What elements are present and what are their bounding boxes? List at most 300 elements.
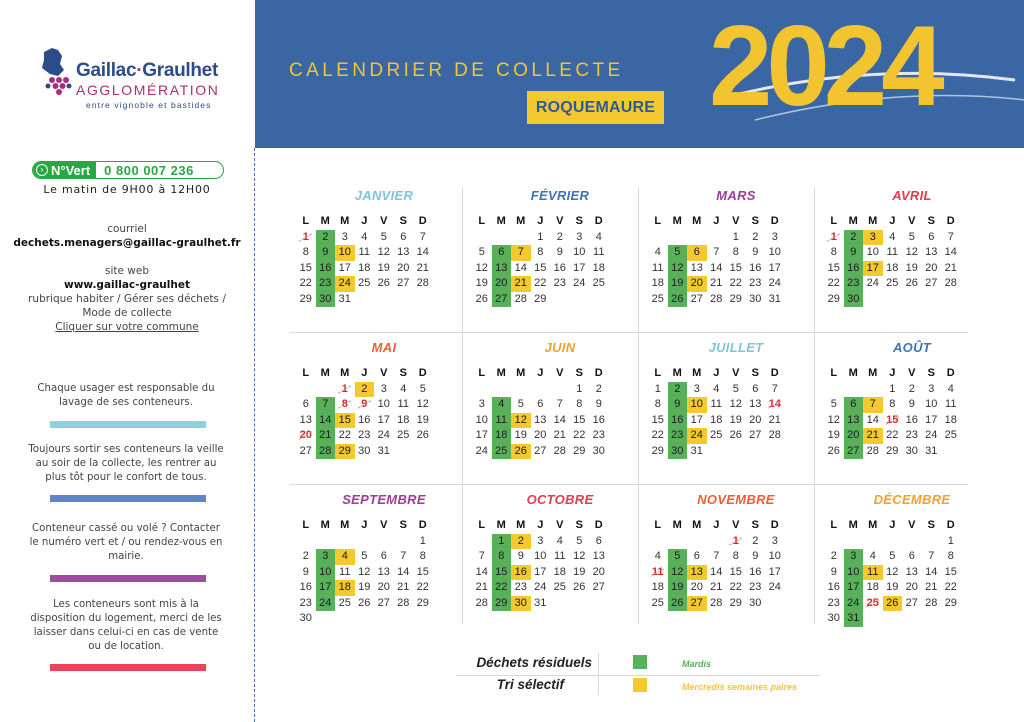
empty-cell bbox=[492, 230, 512, 246]
day-cell: 22 bbox=[729, 277, 742, 289]
empty-cell bbox=[746, 444, 766, 460]
day-cell: 20 bbox=[592, 565, 605, 578]
tip-divider bbox=[50, 575, 206, 582]
empty-cell bbox=[570, 292, 590, 308]
day-cell: 17 bbox=[844, 580, 864, 596]
tip-text: Chaque usager est responsable du lavage de ses conteneurs. bbox=[37, 383, 215, 408]
empty-cell bbox=[844, 382, 864, 398]
weekday-header: V bbox=[908, 215, 916, 227]
month-block bbox=[824, 492, 1000, 632]
weekday-header: V bbox=[732, 519, 740, 531]
info-panel bbox=[0, 0, 254, 722]
month-name: NOVEMBRE bbox=[697, 492, 775, 507]
month-block bbox=[824, 340, 1000, 480]
day-cell: 11 bbox=[863, 565, 883, 581]
day-cell: 12 bbox=[905, 246, 918, 258]
empty-cell bbox=[922, 534, 942, 550]
day-cell: 2 bbox=[595, 382, 602, 395]
day-cell: 19 bbox=[668, 580, 688, 596]
day-cell: 15 bbox=[416, 565, 429, 578]
day-cell: 31 bbox=[534, 596, 547, 609]
weekday-header: M bbox=[516, 215, 526, 227]
day-cell: 31 bbox=[925, 444, 938, 457]
day-cell: 5 bbox=[732, 382, 739, 395]
day-cell: 4 bbox=[713, 382, 720, 395]
day-cell: 12 bbox=[511, 413, 531, 429]
empty-cell bbox=[668, 534, 688, 550]
month-name: MARS bbox=[716, 188, 756, 203]
empty-cell bbox=[374, 534, 394, 550]
month-block bbox=[472, 492, 648, 632]
day-cell: 27 bbox=[397, 277, 410, 289]
empty-cell bbox=[374, 292, 394, 308]
day-cell: 17 bbox=[690, 413, 703, 426]
month-grid bbox=[472, 366, 648, 459]
day-cell: 20 bbox=[690, 581, 703, 593]
day-cell: 27 bbox=[592, 581, 605, 593]
empty-cell bbox=[648, 230, 668, 246]
day-cell: 1 bbox=[726, 534, 746, 550]
empty-cell bbox=[707, 444, 727, 460]
empty-cell bbox=[394, 534, 414, 550]
day-cell: 2 bbox=[302, 550, 309, 562]
day-cell: 29 bbox=[573, 444, 586, 457]
empty-cell bbox=[355, 534, 375, 550]
empty-cell bbox=[550, 596, 570, 612]
day-cell: 21 bbox=[511, 276, 531, 292]
day-cell: 20 bbox=[492, 276, 512, 292]
empty-cell bbox=[335, 534, 355, 550]
day-cell: 19 bbox=[377, 261, 390, 274]
weekday-header: S bbox=[751, 519, 759, 531]
day-cell: 1 bbox=[824, 230, 844, 246]
day-cell: 5 bbox=[361, 550, 368, 562]
day-cell: 23 bbox=[358, 429, 371, 441]
weekday-header: S bbox=[751, 215, 759, 227]
day-cell: 4 bbox=[556, 534, 563, 547]
phone-label: N°Vert bbox=[51, 162, 91, 178]
day-cell: 6 bbox=[400, 230, 407, 243]
day-cell: 19 bbox=[729, 413, 742, 426]
weekday-header: M bbox=[496, 367, 506, 379]
day-cell: 5 bbox=[830, 398, 837, 410]
empty-cell bbox=[472, 382, 492, 398]
tip-divider bbox=[50, 495, 206, 502]
day-cell: 1 bbox=[537, 230, 544, 243]
weekday-header: L bbox=[302, 519, 310, 531]
day-cell: 8 bbox=[947, 550, 954, 562]
day-cell: 7 bbox=[928, 550, 935, 562]
weekday-header: V bbox=[732, 367, 740, 379]
day-cell: 23 bbox=[749, 277, 762, 289]
day-cell: 5 bbox=[419, 382, 426, 395]
day-cell: 24 bbox=[335, 276, 355, 292]
day-cell: 7 bbox=[771, 382, 778, 395]
day-cell: 28 bbox=[710, 292, 723, 305]
day-cell: 9 bbox=[316, 245, 336, 261]
month-name: FÉVRIER bbox=[530, 188, 590, 203]
month-block bbox=[648, 188, 824, 328]
day-cell: 9 bbox=[302, 565, 309, 578]
website-link[interactable]: www.gaillac-graulhet bbox=[64, 279, 190, 291]
weekday-header: M bbox=[848, 519, 858, 531]
empty-cell bbox=[550, 382, 570, 398]
weekday-header: M bbox=[692, 367, 702, 379]
day-cell: 25 bbox=[710, 429, 723, 441]
weekday-header: L bbox=[654, 215, 662, 227]
day-cell: 3 bbox=[380, 382, 387, 395]
day-cell: 27 bbox=[299, 444, 312, 457]
month-block bbox=[296, 492, 472, 632]
day-cell: 19 bbox=[514, 429, 527, 441]
weekday-header: L bbox=[830, 215, 838, 227]
day-cell: 28 bbox=[316, 444, 336, 460]
day-cell: 17 bbox=[573, 261, 586, 274]
day-cell: 2 bbox=[355, 382, 375, 398]
day-cell: 13 bbox=[397, 246, 410, 258]
day-cell: 17 bbox=[338, 261, 351, 274]
day-cell: 18 bbox=[944, 413, 957, 426]
day-cell: 14 bbox=[514, 261, 527, 274]
day-cell: 15 bbox=[827, 261, 840, 274]
month-grid bbox=[824, 366, 1000, 459]
day-cell: 5 bbox=[908, 230, 915, 243]
weekday-header: V bbox=[908, 367, 916, 379]
day-cell: 29 bbox=[299, 292, 312, 305]
day-cell: 12 bbox=[668, 261, 688, 277]
day-cell: 12 bbox=[573, 550, 586, 562]
day-cell: 17 bbox=[534, 565, 547, 578]
month-name: AOÛT bbox=[892, 340, 932, 355]
day-cell: 15 bbox=[335, 413, 355, 429]
month-name: SEPTEMBRE bbox=[342, 492, 426, 507]
empty-cell bbox=[589, 596, 609, 612]
day-cell: 20 bbox=[534, 429, 547, 441]
day-cell: 18 bbox=[492, 428, 512, 444]
day-cell: 16 bbox=[553, 261, 566, 274]
empty-cell bbox=[863, 382, 883, 398]
day-cell: 3 bbox=[771, 230, 778, 243]
legend-residual-text: Mardis bbox=[682, 659, 712, 669]
day-cell: 25 bbox=[397, 429, 410, 441]
website-block bbox=[0, 264, 254, 334]
day-cell: 6 bbox=[595, 534, 602, 547]
day-cell: 5 bbox=[478, 246, 485, 258]
day-cell: 15 bbox=[944, 565, 957, 578]
day-cell: 30 bbox=[827, 612, 840, 624]
day-cell: 1 bbox=[889, 382, 896, 395]
day-cell: 18 bbox=[335, 580, 355, 596]
agglomeration-logo bbox=[36, 42, 236, 112]
day-cell: 22 bbox=[729, 581, 742, 593]
legend-selective-text: Mercredis semaines paires bbox=[682, 682, 798, 692]
day-cell: 23 bbox=[514, 581, 527, 593]
day-cell: 17 bbox=[925, 413, 938, 426]
month-name: JUILLET bbox=[708, 340, 764, 355]
day-cell: 24 bbox=[866, 277, 879, 289]
empty-cell bbox=[355, 611, 375, 627]
day-cell: 11 bbox=[648, 565, 668, 581]
day-cell: 2 bbox=[752, 230, 759, 243]
day-cell: 29 bbox=[886, 444, 899, 457]
weekday-header: S bbox=[399, 519, 407, 531]
day-cell: 30 bbox=[749, 292, 762, 305]
empty-cell bbox=[296, 534, 316, 550]
day-cell: 21 bbox=[768, 413, 781, 426]
day-cell: 6 bbox=[537, 398, 544, 410]
weekday-header: M bbox=[868, 367, 878, 379]
day-cell: 14 bbox=[416, 246, 429, 258]
day-cell: 22 bbox=[827, 277, 840, 289]
day-cell: 3 bbox=[576, 230, 583, 243]
weekday-header: D bbox=[946, 367, 955, 379]
day-cell: 3 bbox=[863, 230, 883, 246]
empty-cell bbox=[316, 382, 336, 398]
day-cell: 9 bbox=[830, 565, 837, 578]
empty-cell bbox=[863, 292, 883, 308]
commune-badge: ROQUEMAURE bbox=[527, 91, 664, 124]
empty-cell bbox=[589, 292, 609, 308]
day-cell: 8 bbox=[537, 246, 544, 258]
day-cell: 23 bbox=[749, 581, 762, 593]
day-cell: 25 bbox=[338, 596, 351, 609]
day-cell: 14 bbox=[765, 397, 785, 413]
day-cell: 24 bbox=[844, 596, 864, 612]
day-cell: 14 bbox=[316, 413, 336, 429]
day-cell: 4 bbox=[595, 230, 602, 243]
day-cell: 24 bbox=[316, 596, 336, 612]
day-cell: 16 bbox=[592, 413, 605, 426]
day-cell: 9 bbox=[752, 246, 759, 258]
day-cell: 2 bbox=[511, 534, 531, 550]
panel-divider bbox=[254, 148, 255, 722]
day-cell: 19 bbox=[886, 581, 899, 593]
day-cell: 10 bbox=[687, 397, 707, 413]
day-cell: 29 bbox=[416, 596, 429, 609]
day-cell: 16 bbox=[299, 581, 312, 593]
day-cell: 6 bbox=[302, 398, 309, 410]
day-cell: 17 bbox=[768, 261, 781, 274]
day-cell: 10 bbox=[866, 246, 879, 258]
day-cell: 12 bbox=[668, 565, 688, 581]
weekday-header: D bbox=[594, 215, 603, 227]
day-cell: 21 bbox=[710, 277, 723, 289]
day-cell: 2 bbox=[844, 230, 864, 246]
empty-cell bbox=[668, 230, 688, 246]
legend-selective-label: Tri sélectif bbox=[496, 677, 564, 692]
day-cell: 14 bbox=[553, 413, 566, 426]
day-cell: 6 bbox=[752, 382, 759, 395]
brand-subtitle: AGGLOMÉRATION bbox=[76, 82, 220, 98]
day-cell: 8 bbox=[302, 246, 309, 258]
day-cell: 4 bbox=[335, 549, 355, 565]
day-cell: 6 bbox=[687, 245, 707, 261]
weekday-header: D bbox=[594, 367, 603, 379]
empty-cell bbox=[707, 534, 727, 550]
day-cell: 13 bbox=[534, 413, 547, 426]
day-cell: 14 bbox=[866, 413, 879, 426]
day-cell: 26 bbox=[668, 596, 688, 612]
day-cell: 21 bbox=[475, 581, 488, 593]
day-cell: 9 bbox=[844, 245, 864, 261]
email-label: courriel bbox=[107, 223, 147, 235]
month-grid bbox=[472, 214, 648, 307]
day-cell: 6 bbox=[928, 230, 935, 243]
day-cell: 23 bbox=[668, 428, 688, 444]
day-cell: 14 bbox=[925, 565, 938, 578]
day-cell: 23 bbox=[553, 277, 566, 289]
day-cell: 5 bbox=[517, 398, 524, 410]
day-cell: 16 bbox=[827, 581, 840, 593]
tip-divider bbox=[50, 664, 206, 671]
month-grid bbox=[824, 214, 1000, 307]
weekday-header: J bbox=[537, 215, 544, 227]
free-phone-number[interactable] bbox=[32, 161, 224, 179]
day-cell: 9 bbox=[355, 397, 375, 413]
day-cell: 19 bbox=[358, 581, 371, 593]
empty-cell bbox=[941, 611, 961, 627]
weekday-header: M bbox=[496, 215, 506, 227]
empty-cell bbox=[707, 230, 727, 246]
grid-separator bbox=[290, 332, 968, 333]
weekday-header: V bbox=[732, 215, 740, 227]
day-cell: 31 bbox=[377, 444, 390, 457]
empty-cell bbox=[863, 534, 883, 550]
day-cell: 8 bbox=[576, 398, 583, 410]
day-cell: 8 bbox=[419, 550, 426, 562]
day-cell: 18 bbox=[397, 413, 410, 426]
day-cell: 24 bbox=[768, 581, 781, 593]
day-cell: 7 bbox=[713, 246, 720, 258]
header-banner bbox=[255, 0, 1024, 148]
weekday-header: L bbox=[478, 367, 486, 379]
day-cell: 28 bbox=[944, 277, 957, 289]
commune-link[interactable]: Cliquer sur votre commune bbox=[55, 321, 199, 333]
day-cell: 15 bbox=[651, 413, 664, 426]
day-cell: 17 bbox=[863, 261, 883, 277]
day-cell: 19 bbox=[827, 429, 840, 441]
day-cell: 11 bbox=[710, 398, 722, 410]
weekday-header: M bbox=[672, 215, 682, 227]
day-cell: 8 bbox=[335, 397, 355, 413]
day-cell: 29 bbox=[534, 292, 547, 305]
day-cell: 1 bbox=[335, 382, 355, 398]
empty-cell bbox=[335, 611, 355, 627]
website-path-2: Mode de collecte bbox=[82, 307, 172, 319]
weekday-header: D bbox=[418, 519, 427, 531]
empty-cell bbox=[883, 534, 903, 550]
day-cell: 4 bbox=[654, 550, 661, 562]
weekday-header: M bbox=[340, 215, 350, 227]
weekday-header: J bbox=[713, 519, 720, 531]
empty-cell bbox=[824, 382, 844, 398]
day-cell: 26 bbox=[573, 581, 586, 593]
day-cell: 23 bbox=[844, 276, 864, 292]
weekday-header: L bbox=[654, 367, 662, 379]
day-cell: 21 bbox=[316, 428, 336, 444]
day-cell: 12 bbox=[827, 413, 840, 426]
day-cell: 29 bbox=[729, 292, 742, 305]
day-cell: 15 bbox=[883, 413, 903, 429]
day-cell: 28 bbox=[475, 596, 488, 609]
day-cell: 26 bbox=[729, 429, 742, 441]
day-cell: 20 bbox=[905, 581, 918, 593]
day-cell: 26 bbox=[377, 277, 390, 289]
day-cell: 27 bbox=[687, 596, 707, 612]
email-link[interactable]: dechets.menagers@gaillac-graulhet.fr bbox=[13, 237, 241, 249]
day-cell: 24 bbox=[768, 277, 781, 289]
day-cell: 15 bbox=[729, 565, 742, 578]
day-cell: 2 bbox=[908, 382, 915, 395]
day-cell: 14 bbox=[710, 565, 723, 578]
day-cell: 24 bbox=[925, 429, 938, 441]
day-cell: 30 bbox=[668, 444, 688, 460]
grid-separator bbox=[814, 188, 815, 624]
email-block bbox=[0, 222, 254, 250]
day-cell: 1 bbox=[419, 534, 426, 547]
empty-cell bbox=[902, 292, 922, 308]
website-label: site web bbox=[104, 265, 149, 277]
weekday-header: M bbox=[868, 519, 878, 531]
day-cell: 3 bbox=[771, 534, 778, 547]
weekday-header: J bbox=[889, 519, 896, 531]
empty-cell bbox=[472, 230, 492, 246]
empty-cell bbox=[941, 444, 961, 460]
empty-cell bbox=[883, 611, 903, 627]
weekday-header: M bbox=[868, 215, 878, 227]
weekday-header: J bbox=[713, 367, 720, 379]
day-cell: 15 bbox=[534, 261, 547, 274]
day-cell: 25 bbox=[651, 596, 664, 609]
weekday-header: J bbox=[889, 367, 896, 379]
day-cell: 19 bbox=[668, 276, 688, 292]
weekday-header: M bbox=[692, 519, 702, 531]
day-cell: 16 bbox=[844, 261, 864, 277]
day-cell: 21 bbox=[416, 261, 429, 274]
day-cell: 6 bbox=[492, 245, 512, 261]
empty-cell bbox=[492, 382, 512, 398]
day-cell: 29 bbox=[335, 444, 355, 460]
day-cell: 3 bbox=[478, 398, 485, 410]
month-grid bbox=[472, 518, 648, 611]
day-cell: 27 bbox=[905, 596, 918, 609]
day-cell: 10 bbox=[377, 398, 390, 410]
day-cell: 2 bbox=[752, 534, 759, 547]
day-cell: 22 bbox=[299, 277, 312, 289]
weekday-header: V bbox=[380, 215, 388, 227]
day-cell: 30 bbox=[358, 444, 371, 457]
day-cell: 4 bbox=[889, 230, 896, 243]
tip-text: Conteneur cassé ou volé ? Contacter le numéro vert et / ou rendez-vous en mairie. bbox=[29, 523, 223, 562]
day-cell: 13 bbox=[299, 413, 312, 426]
day-cell: 31 bbox=[338, 292, 351, 305]
day-cell: 10 bbox=[475, 413, 488, 426]
day-cell: 13 bbox=[749, 398, 762, 410]
day-cell: 13 bbox=[592, 550, 605, 562]
day-cell: 5 bbox=[668, 549, 688, 565]
empty-cell bbox=[394, 611, 414, 627]
day-cell: 7 bbox=[400, 550, 407, 562]
month-grid bbox=[296, 214, 472, 307]
day-cell: 7 bbox=[419, 230, 426, 243]
day-cell: 20 bbox=[377, 581, 390, 593]
empty-cell bbox=[531, 382, 551, 398]
empty-cell bbox=[883, 292, 903, 308]
tip-text: Les conteneurs sont mis à la disposition du logement, merci de les laisser dans celui-ci en cas de vente ou de location. bbox=[30, 599, 222, 652]
day-cell: 4 bbox=[654, 246, 661, 258]
weekday-header: M bbox=[340, 367, 350, 379]
day-cell: 21 bbox=[553, 429, 566, 441]
